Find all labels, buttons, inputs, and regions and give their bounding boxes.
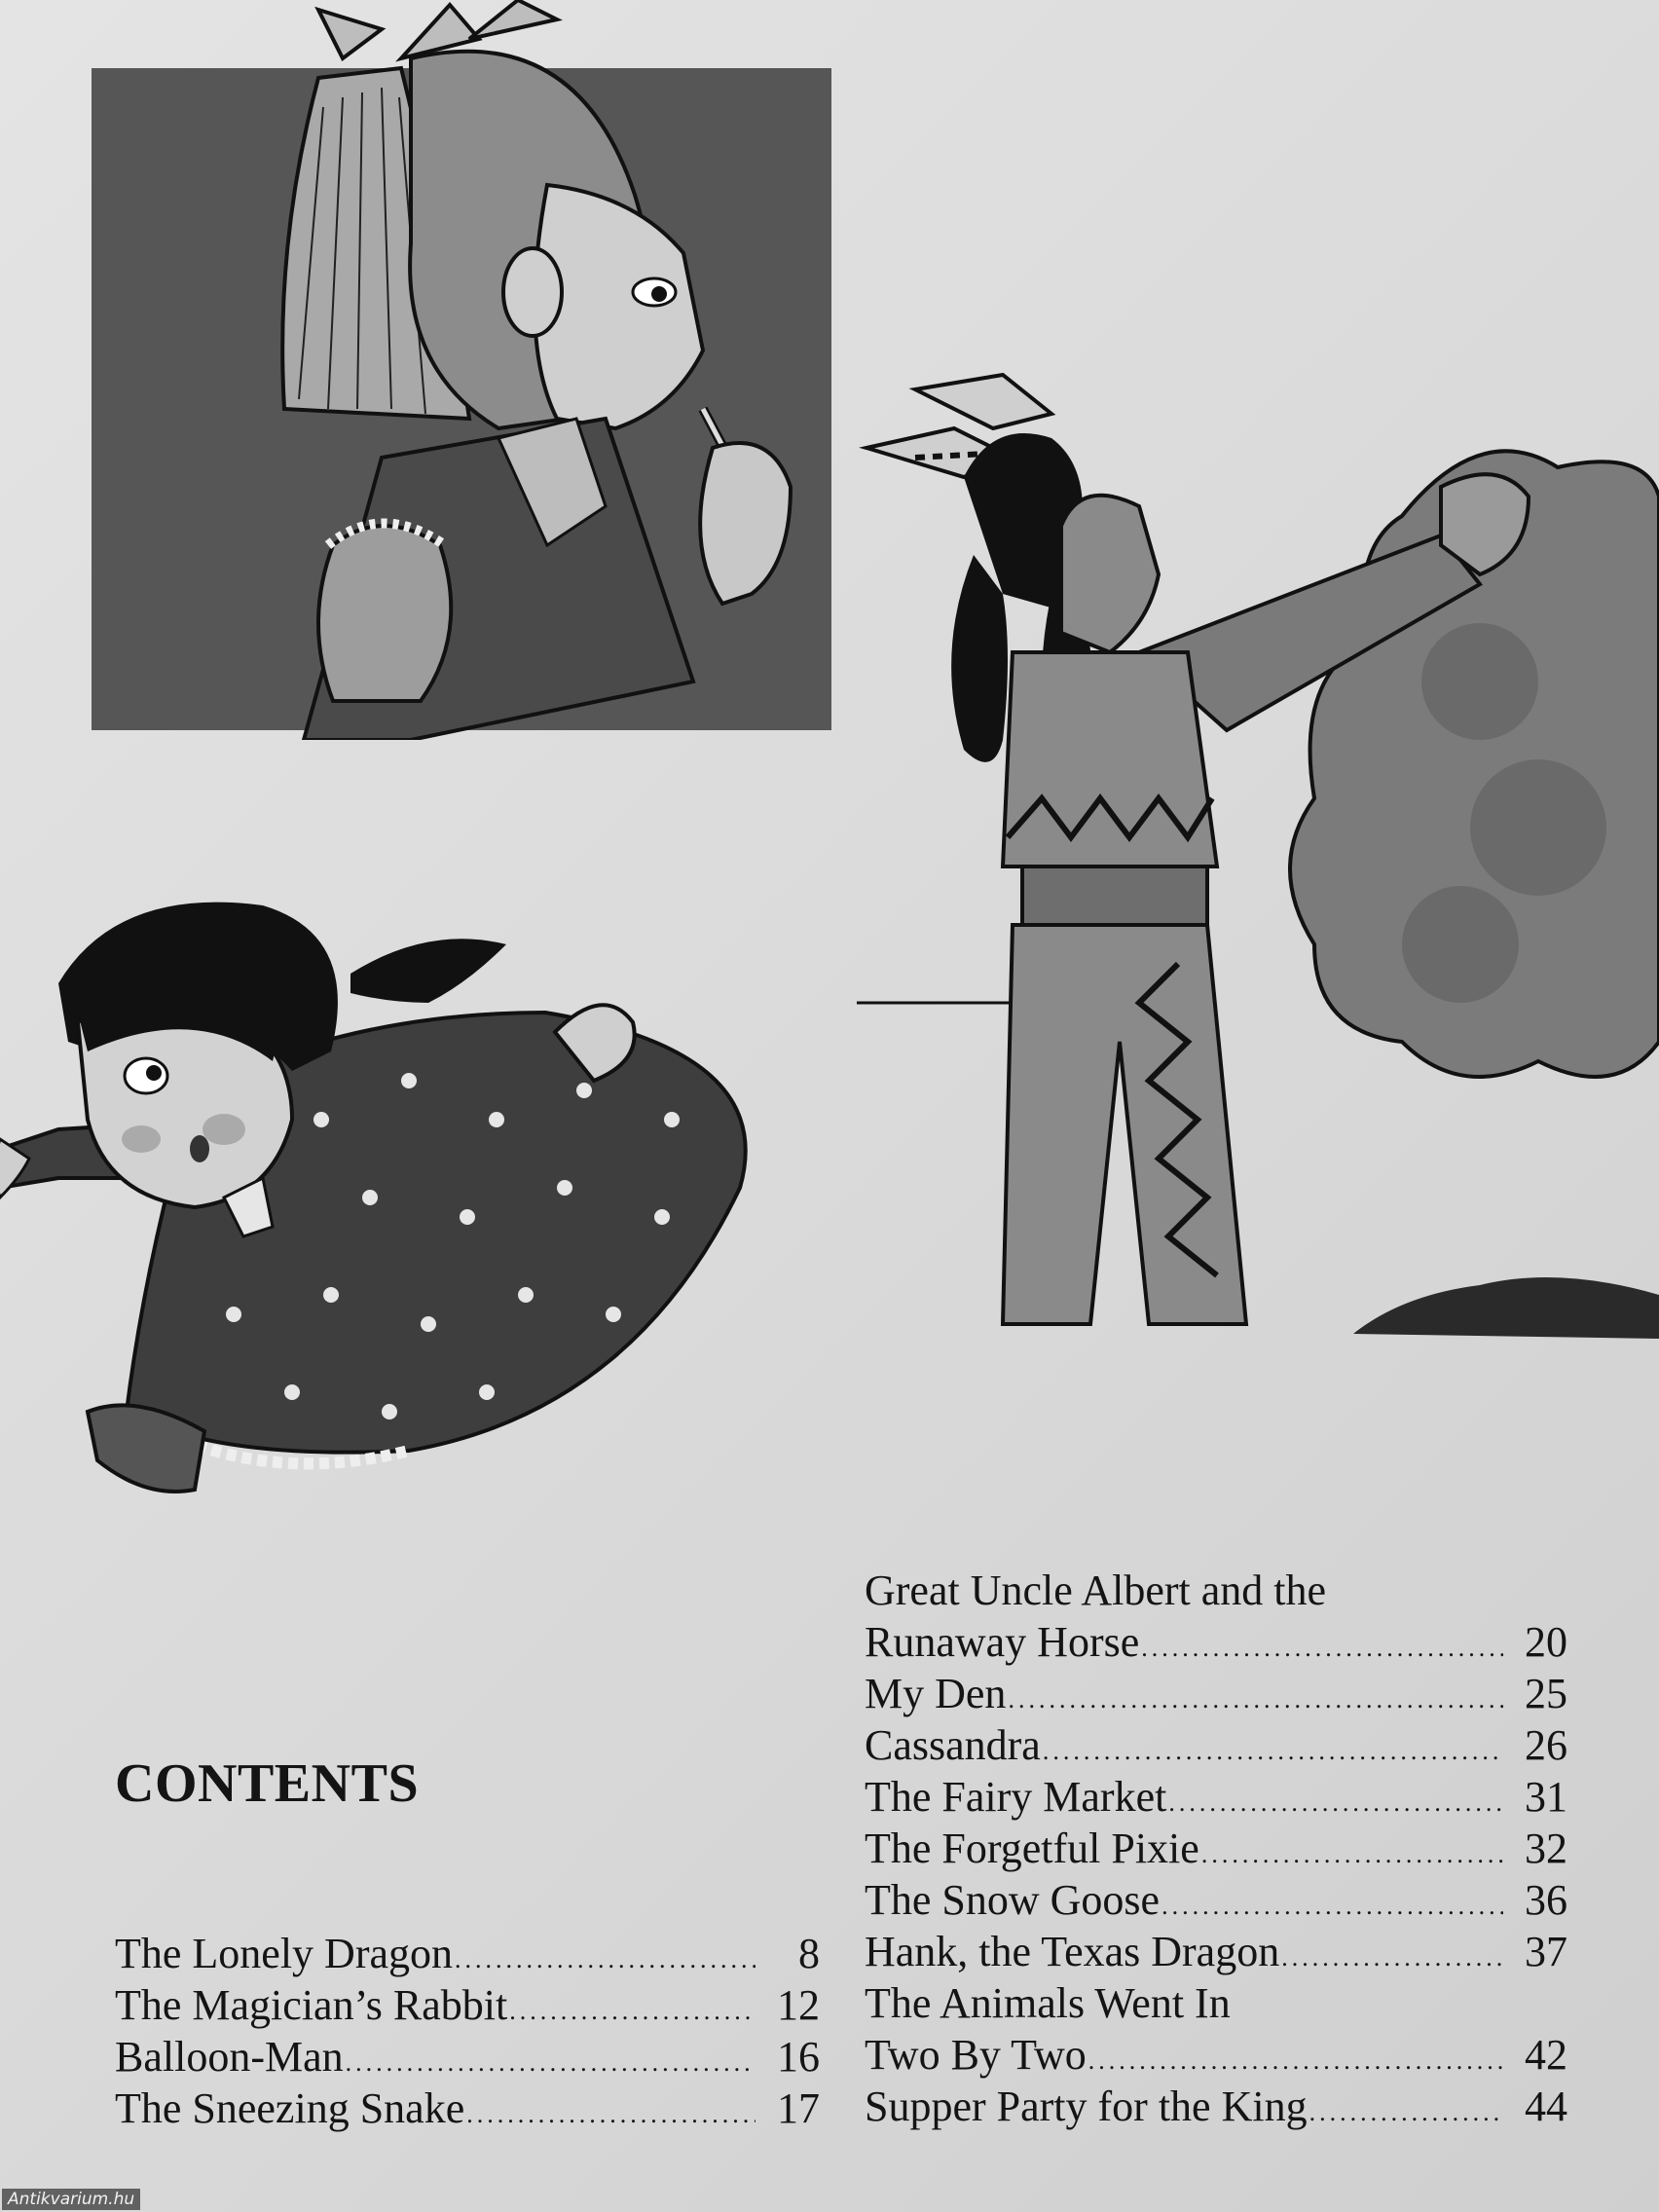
toc-entry-title-line: The Animals Went In bbox=[865, 1979, 1231, 2027]
toc-entry-page: 26 bbox=[1525, 1721, 1567, 1769]
toc-entry-title: The Magician’s Rabbit bbox=[115, 1981, 508, 2029]
toc-entry-title-line: Great Uncle Albert and the bbox=[865, 1567, 1327, 1614]
toc-entry-title: The Lonely Dragon bbox=[115, 1930, 453, 1977]
toc-entry bbox=[115, 2083, 820, 2134]
running-girl-illustration bbox=[0, 866, 779, 1519]
toc-left-column bbox=[115, 1928, 820, 2134]
toc-entry-page: 25 bbox=[1525, 1670, 1567, 1717]
toc-leader-dots bbox=[455, 1934, 756, 1985]
toc-entry-page: 12 bbox=[777, 1981, 820, 2029]
toc-entry-page: 31 bbox=[1525, 1773, 1567, 1821]
toc-entry-page: 44 bbox=[1525, 2083, 1567, 2130]
toc-entry-title: The Fairy Market bbox=[865, 1773, 1167, 1821]
toc-entry-page: 17 bbox=[777, 2084, 820, 2132]
toc-entry-title: The Sneezing Snake bbox=[115, 2084, 465, 2132]
toc-entry bbox=[865, 2081, 1567, 2132]
toc-entry-page: 36 bbox=[1525, 1876, 1567, 1924]
toc-leader-dots bbox=[1088, 2035, 1503, 2086]
toc-entry-title: Balloon-Man bbox=[115, 2033, 344, 2081]
toc-entry bbox=[865, 1874, 1567, 1926]
toc-leader-dots bbox=[1201, 1828, 1503, 1880]
toc-entry-page: 8 bbox=[798, 1930, 820, 1977]
toc-entry bbox=[865, 1616, 1567, 1668]
toc-entry bbox=[865, 1668, 1567, 1719]
toc-entry-title: My Den bbox=[865, 1670, 1007, 1717]
toc-entry bbox=[865, 1719, 1567, 1771]
toc-leader-dots bbox=[1141, 1622, 1503, 1674]
contents-heading: CONTENTS bbox=[115, 1753, 420, 1814]
toc-leader-dots bbox=[1309, 2086, 1503, 2138]
toc-entry-title: The Snow Goose bbox=[865, 1876, 1161, 1924]
toc-entry-title: Cassandra bbox=[865, 1721, 1041, 1769]
toc-entry-page: 20 bbox=[1525, 1618, 1567, 1666]
toc-leader-dots bbox=[509, 1985, 756, 2037]
toc-right-column bbox=[865, 1565, 1567, 2132]
toc-entry bbox=[865, 1771, 1567, 1823]
watermark: Antikvarium.hu bbox=[2, 2189, 140, 2210]
toc-entry-title: Hank, the Texas Dragon bbox=[865, 1928, 1280, 1975]
toc-leader-dots bbox=[1161, 1880, 1503, 1932]
toc-entry-page: 37 bbox=[1525, 1928, 1567, 1975]
toc-entry bbox=[865, 1926, 1567, 1977]
toc-leader-dots bbox=[1008, 1674, 1503, 1725]
toc-leader-dots bbox=[466, 2088, 756, 2140]
toc-entry bbox=[865, 1823, 1567, 1874]
toc-entry-title: Runaway Horse bbox=[865, 1618, 1140, 1666]
man-with-cloud-illustration bbox=[857, 360, 1659, 1344]
toc-entry-page: 16 bbox=[777, 2033, 820, 2081]
toc-entry-title: The Forgetful Pixie bbox=[865, 1825, 1199, 1872]
toc-leader-dots bbox=[1043, 1725, 1503, 1777]
girl-with-pencil-illustration bbox=[90, 0, 839, 740]
toc-entry bbox=[115, 2031, 820, 2083]
toc-entry-page: 32 bbox=[1525, 1825, 1567, 1872]
toc-leader-dots bbox=[346, 2037, 756, 2088]
toc-leader-dots bbox=[1168, 1777, 1503, 1828]
toc-entry bbox=[115, 1928, 820, 1979]
toc-leader-dots bbox=[1281, 1932, 1503, 1983]
toc-entry-page: 42 bbox=[1525, 2031, 1567, 2079]
toc-entry-title: Two By Two bbox=[865, 2031, 1087, 2079]
toc-entry bbox=[865, 2029, 1567, 2081]
toc-entry-title: Supper Party for the King bbox=[865, 2083, 1308, 2130]
toc-entry bbox=[115, 1979, 820, 2031]
